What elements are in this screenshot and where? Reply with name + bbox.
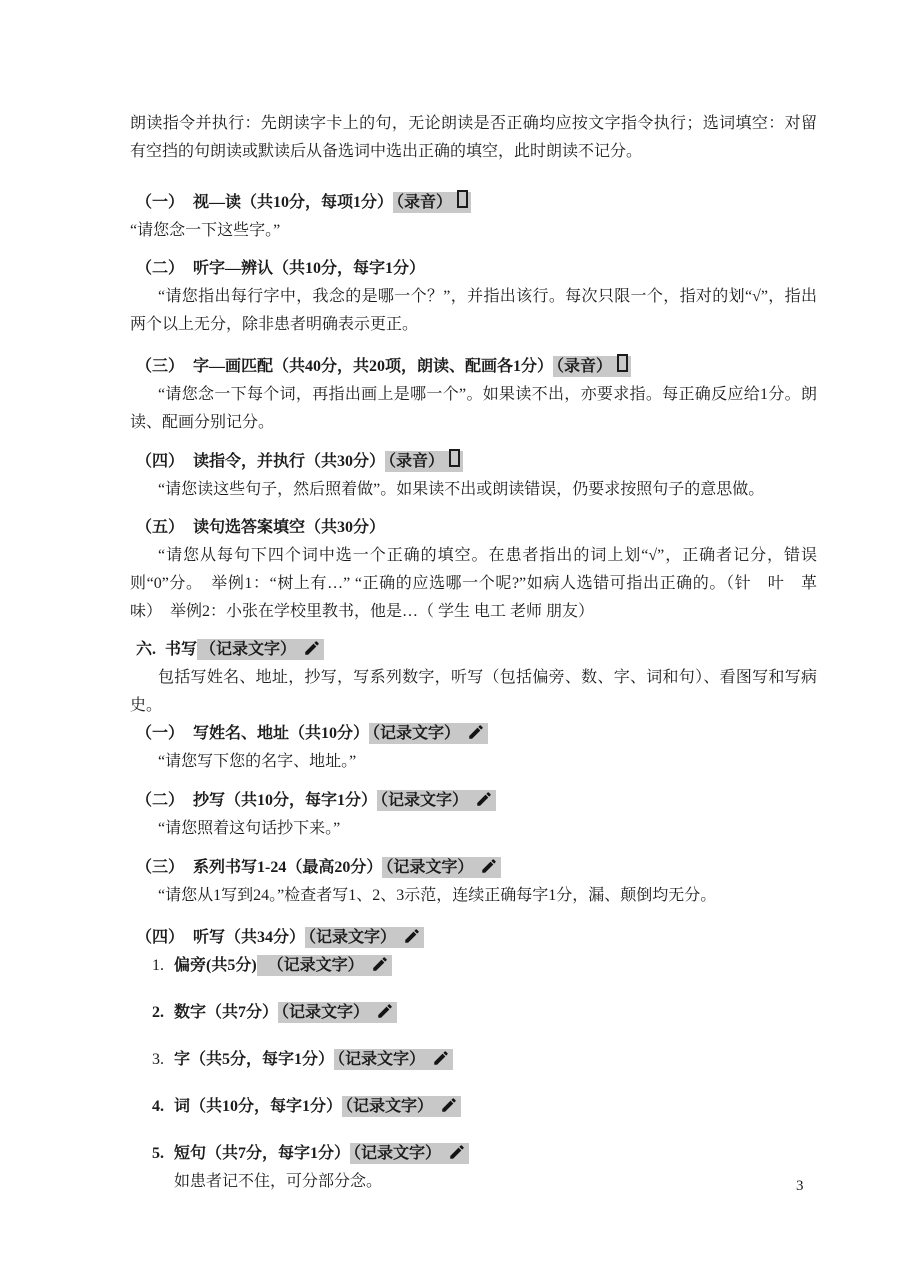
section-body: “请您念一下每个词，再指出画上是哪一个”。如果读不出，亦要求指。每正确反应给1分。朗读、配画分别记分。 (130, 386, 817, 431)
section-title: 听字—辨认（共10分，每字1分） (193, 260, 426, 277)
record-text-tag (257, 955, 392, 976)
item-number: 2. (152, 1004, 164, 1021)
intro-paragraph: 朗读指令并执行：先朗读字卡上的句，无论朗读是否正确均应按文字指令执行；选词填空：对留有空挡的句朗读或默读后从备选词中选出正确的填空，此时朗读不记分。 (130, 115, 817, 160)
record-text-tag-label: （记录文字） (337, 1051, 426, 1068)
recording-tag-label: （录音） (396, 194, 453, 211)
section-heading-serial-writing (130, 854, 817, 882)
section-title: 读句选答案填空（共30分） (193, 519, 386, 536)
section-label: （二） (136, 260, 185, 277)
section-body: “请您指出每行字中，我念的是哪一个？”，并指出该行。每次只限一个，指对的划“√”，指出两个以上无分，除非患者明确表示更正。 (130, 288, 817, 333)
item-title: 字（共5分，每字1分） (174, 1051, 335, 1068)
section-body: “请您念一下这些字。” (130, 222, 281, 239)
section-title: 视—读（共10分，每项1分） (193, 194, 394, 211)
dictation-item-words (130, 1093, 817, 1121)
pencil-icon (371, 955, 389, 973)
item-number: 1. (152, 957, 164, 974)
item-title: 词（共10分，每字1分） (174, 1098, 343, 1115)
section-heading-view-read (130, 189, 817, 217)
record-text-tag (342, 1096, 461, 1117)
chapter-heading-writing (130, 636, 817, 664)
chapter-label: 六. (136, 641, 157, 658)
record-text-tag (382, 857, 501, 878)
section-body: “请您读这些句子，然后照着做”。如果读不出或朗读错误，仍要求按照句子的意思做。 (158, 481, 765, 498)
record-text-tag-label: （记录文字） (281, 1004, 370, 1021)
section-body: “请您写下您的名字、地址。” (158, 753, 357, 770)
section-title: 抄写（共10分，每字1分） (193, 792, 378, 809)
recording-tag (385, 451, 463, 472)
section-heading-fill-blank (130, 514, 817, 542)
dictation-item-short-sentence (130, 1140, 817, 1168)
recording-tag (553, 356, 631, 377)
record-text-tag-label: （记录文字） (200, 641, 297, 658)
dictation-item-note: 如患者记不住，可分部分念。 (174, 1173, 383, 1190)
section-label: （一） (136, 194, 185, 211)
pencil-icon (303, 639, 321, 657)
item-title: 偏旁(共5分) (174, 957, 257, 974)
recording-tag (393, 192, 471, 213)
section-heading-word-picture-match (130, 353, 817, 381)
section-heading-read-commands (130, 448, 817, 476)
section-label: （一） (136, 725, 185, 742)
record-text-tag (305, 927, 424, 948)
pencil-icon (480, 857, 498, 875)
missing-glyph-box-icon (617, 354, 628, 372)
section-body: “请您从1写到24。”检查者写1、2、3示范，连续正确每字1分，漏、颠倒均无分。 (158, 887, 717, 904)
page-number: 3 (796, 1178, 804, 1194)
missing-glyph-box-icon (457, 190, 468, 208)
section-heading-listen-identify (130, 255, 817, 283)
pencil-icon (432, 1049, 450, 1067)
section-heading-copying (130, 787, 817, 815)
recording-tag-label: （录音） (388, 453, 445, 470)
recording-tag-label: （录音） (556, 358, 613, 375)
dictation-item-characters (130, 1046, 817, 1074)
pencil-icon (448, 1143, 466, 1161)
record-text-tag (278, 1002, 397, 1023)
section-title: 读指令，并执行（共30分） (193, 453, 386, 470)
section-body: “请您照着这句话抄下来。” (158, 820, 341, 837)
pencil-icon (440, 1096, 458, 1114)
section-label: （三） (136, 358, 185, 375)
item-title: 短句（共7分，每字1分） (174, 1145, 351, 1162)
section-label: （二） (136, 792, 185, 809)
record-text-tag-label: （记录文字） (353, 1145, 442, 1162)
pencil-icon (403, 927, 421, 945)
pencil-icon (376, 1002, 394, 1020)
missing-glyph-box-icon (449, 449, 460, 467)
section-title: 字—画匹配（共40分，共20项，朗读、配画各1分） (193, 358, 554, 375)
record-text-tag (197, 639, 324, 660)
record-text-tag-label: （记录文字） (380, 792, 469, 809)
record-text-tag-label: （记录文字） (308, 929, 397, 946)
record-text-tag-label: （记录文字） (259, 957, 364, 974)
record-text-tag-label: （记录文字） (372, 725, 461, 742)
record-text-tag-label: （记录文字） (345, 1098, 434, 1115)
section-title: 系列书写1-24（最高20分） (193, 859, 383, 876)
section-label: （四） (136, 929, 185, 946)
section-label: （五） (136, 519, 185, 536)
record-text-tag (377, 790, 496, 811)
dictation-item-radicals (130, 952, 817, 980)
item-title: 数字（共7分） (174, 1004, 279, 1021)
chapter-title: 书写 (165, 641, 198, 658)
page-content (130, 110, 834, 1196)
record-text-tag (334, 1049, 453, 1070)
record-text-tag (350, 1143, 469, 1164)
item-number: 4. (152, 1098, 164, 1115)
chapter-body: 包括写姓名、地址，抄写，写系列数字，听写（包括偏旁、数、字、词和句）、看图写和写病史。 (130, 669, 817, 714)
pencil-icon (475, 790, 493, 808)
section-label: （三） (136, 859, 185, 876)
section-title: 写姓名、地址（共10分） (193, 725, 370, 742)
item-number: 5. (152, 1145, 164, 1162)
item-number: 3. (152, 1051, 164, 1068)
section-label: （四） (136, 453, 185, 470)
section-heading-dictation (130, 924, 817, 952)
dictation-item-numbers (130, 999, 817, 1027)
pencil-icon (467, 723, 485, 741)
record-text-tag-label: （记录文字） (385, 859, 474, 876)
section-heading-write-name-address (130, 720, 817, 748)
section-title: 听写（共34分） (193, 929, 306, 946)
record-text-tag (369, 723, 488, 744)
section-body: “请您从每句下四个词中选一个正确的填空。在患者指出的词上划“√”，正确者记分，错误则“0”分。 举例1：“树上有…” “正确的应选哪一个呢?”如病人选错可指出正确的。（针 叶 革 味） 举例2：小张在学校里教书，他是…（ 学生 电工 老师 朋友） (130, 547, 834, 620)
